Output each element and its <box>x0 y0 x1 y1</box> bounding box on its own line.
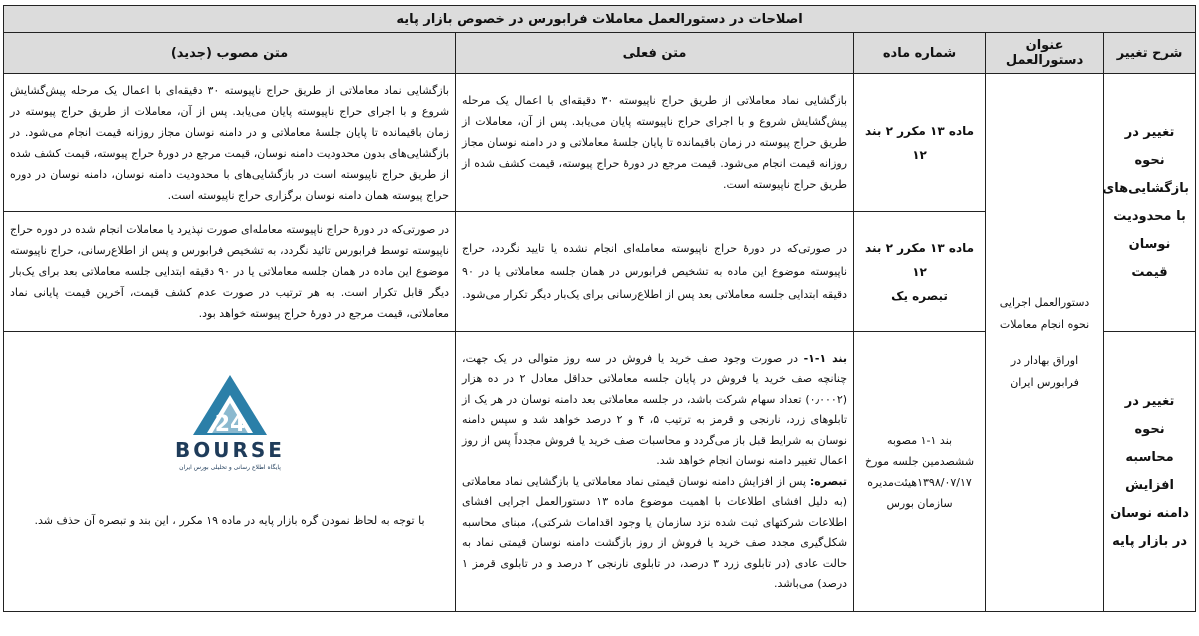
note-label: تبصره: <box>809 474 848 488</box>
svg-text:پایگاه اطلاع رسانی و تحلیلی بو: پایگاه اطلاع رسانی و تحلیلی بورس ایران <box>178 463 281 471</box>
header-regulation: عنوان دستورالعمل <box>986 33 1104 74</box>
regulation-name-line: اوراق بهادار در <box>1010 353 1079 367</box>
current-text-cell: در صورتی‌که در دورهٔ حراج ناپیوسته معامله‌ای انجام نشده یا تایید نگردد، حراج ناپیوسته موضوع این ماده به تشخیص فرابورس در همان جلسه معاملاتی یا در ۹۰ دقیقه ابتدایی جلسه معاملاتی بعد پس از اطلاع‌رسانی برای یک‌بار دیگر تکرار می‌شود. <box>456 212 854 332</box>
article-cell: ماده ۱۳ مکرر ۲ بند ۱۲ <box>854 74 986 212</box>
header-approved-text: متن مصوب (جدید) <box>4 33 456 74</box>
article-line: ماده ۱۳ مکرر ۲ بند ۱۲ <box>865 240 975 279</box>
article-cell <box>854 332 986 612</box>
header-reason: شرح تغییر <box>1104 33 1196 74</box>
regulation-name-line: دستورالعمل اجرایی <box>999 295 1090 309</box>
clause-text: در صورت وجود صف خرید یا فروش در سه روز متوالی در یک جهت، چنانچه صف خرید یا فروش در پایان جلسه معاملاتی حداقل معادل ۲ در ده هزار (۰٫۰۰۰۲) تعداد سهام شرکت باشد، در جلسه معاملاتی بعد دامنه نوسان در هر یک از تابلوهای زرد، نارنجی و قرمز به ترتیب ۵، ۴ و ۲ درصد خواهد شد و سپس دامنه نوسان به شرایط قبل باز می‌گردد و محاسبات صف خرید یا فروش مجدداً پس از روز اعمال تغییر دامنه نوسان انجام خواهد شد. <box>462 351 848 467</box>
regulation-name-line: نحوه انجام معاملات <box>999 317 1090 331</box>
regulation-name-line: فرابورس ایران <box>1010 375 1079 389</box>
clause-label: بند ۱-۱- <box>803 351 848 365</box>
current-text-cell <box>456 332 854 612</box>
current-text-cell: بازگشایی نماد معاملاتی از طریق حراج ناپیوسته ۳۰ دقیقه‌ای با اعمال یک مرحله پیش‌گشایش شروع و با اجرای حراج ناپیوسته پایان می‌یابد. پس از آن، معاملات از طریق حراج پیوسته در زمان باقیمانده تا پایان جلسهٔ معاملاتی و در دامنه نوسان مجاز روزانه قیمت انجام می‌شود. قیمت مرجع در دورهٔ حراج پیوسته، قیمت کشف شده از طریق حراج ناپیوسته است. <box>456 74 854 212</box>
header-current-text: متن فعلی <box>456 33 854 74</box>
header-article: شماره ماده <box>854 33 986 74</box>
bourse24-logo-icon <box>155 367 305 471</box>
article-line: ششصدمین جلسه مورخ <box>865 454 975 468</box>
approved-text-cell: بازگشایی نماد معاملاتی از طریق حراج ناپیوسته ۳۰ دقیقه‌ای با اعمال یک مرحله پیش‌گشایش شروع و با اجرای حراج ناپیوسته پایان می‌یابد. پس از آن، معاملات از طریق حراج پیوسته در زمان باقیمانده تا پایان جلسهٔ معاملاتی و در دامنه نوسان مجاز روزانه قیمت انجام می‌شود. در بازگشایی‌های بدون محدودیت دامنه نوسان، قیمت مرجع در دورهٔ حراج پیوسته، قیمت کشف شده از طریق حراج ناپیوسته است در بازگشایی‌های با محدودیت دامنه نوسان، دامنه نوسان در دوره حراج پیوسته همان دامنه نوسان برگزاری حراج ناپیوسته است. <box>4 74 456 212</box>
svg-text:BOURSE: BOURSE <box>174 437 285 462</box>
article-line: سازمان بورس <box>886 496 953 510</box>
note-text: پس از افزایش دامنه نوسان قیمتی نماد معاملاتی یا بازگشایی نماد معاملاتی (به دلیل افشای اطلاعات با اهمیت موضوع ماده ۱۳ دستورالعمل اجرایی افشای اطلاعات شرکتهای ثبت شده نزد سازمان یا وجود اقدامات شرکتی)، مبنای محاسبه شکل‌گیری مجدد صف خرید یا فروش از روز بازگشت دامنه نوسان قیمتی نماد به حالت عادی (در تابلوی زرد ۳ درصد، در تابلوی نارنجی ۲ درصد و در تابلوی قرمز ۱ درصد) می‌باشد. <box>462 474 848 590</box>
svg-text:24: 24 <box>214 411 245 437</box>
regulation-amendments-table <box>3 5 1196 612</box>
reason-cell: تغییر در نحوه بازگشایی‌های با محدودیت نوسان قیمت <box>1104 74 1196 332</box>
article-line: بند ۱-۱ مصوبه <box>887 433 953 447</box>
approved-text-cell <box>4 332 456 612</box>
regulation-name-cell <box>986 74 1104 612</box>
approved-text-cell: در صورتی‌که در دورهٔ حراج ناپیوسته معامله‌ای صورت نپذیرد یا معاملات انجام شده در دوره حراج ناپیوسته توسط فرابورس تائید نگردد، به تشخیص فرابورس و پس از اطلاع‌رسانی، حراج ناپیوسته موضوع این ماده در همان جلسه معاملاتی یا در ۹۰ دقیقه ابتدایی جلسه معاملاتی بعد برای یک‌بار دیگر قابل تکرار است. به هر ترتیب در صورت عدم کشف قیمت، آخرین قیمت پایانی نماد معاملاتی، قیمت مرجع در دورهٔ حراج پیوسته خواهد بود. <box>4 212 456 332</box>
table-row <box>4 74 1196 212</box>
reason-cell: تغییر در نحوه محاسبه افزایش دامنه نوسان در بازار پایه <box>1104 332 1196 612</box>
article-line: تبصره یک <box>891 288 948 303</box>
approved-text: با توجه به لحاظ نمودن گره بازار پایه در ماده ۱۹ مکرر ، این بند و تبصره آن حذف شد. <box>34 513 425 527</box>
regulation-table-wrapper <box>3 5 1195 612</box>
article-line: ۱۳۹۸/۰۷/۱۷هیئت‌مدیره <box>867 475 972 489</box>
table-title: اصلاحات در دستورالعمل معاملات فرابورس در خصوص بازار پایه <box>4 6 1196 33</box>
article-cell <box>854 212 986 332</box>
